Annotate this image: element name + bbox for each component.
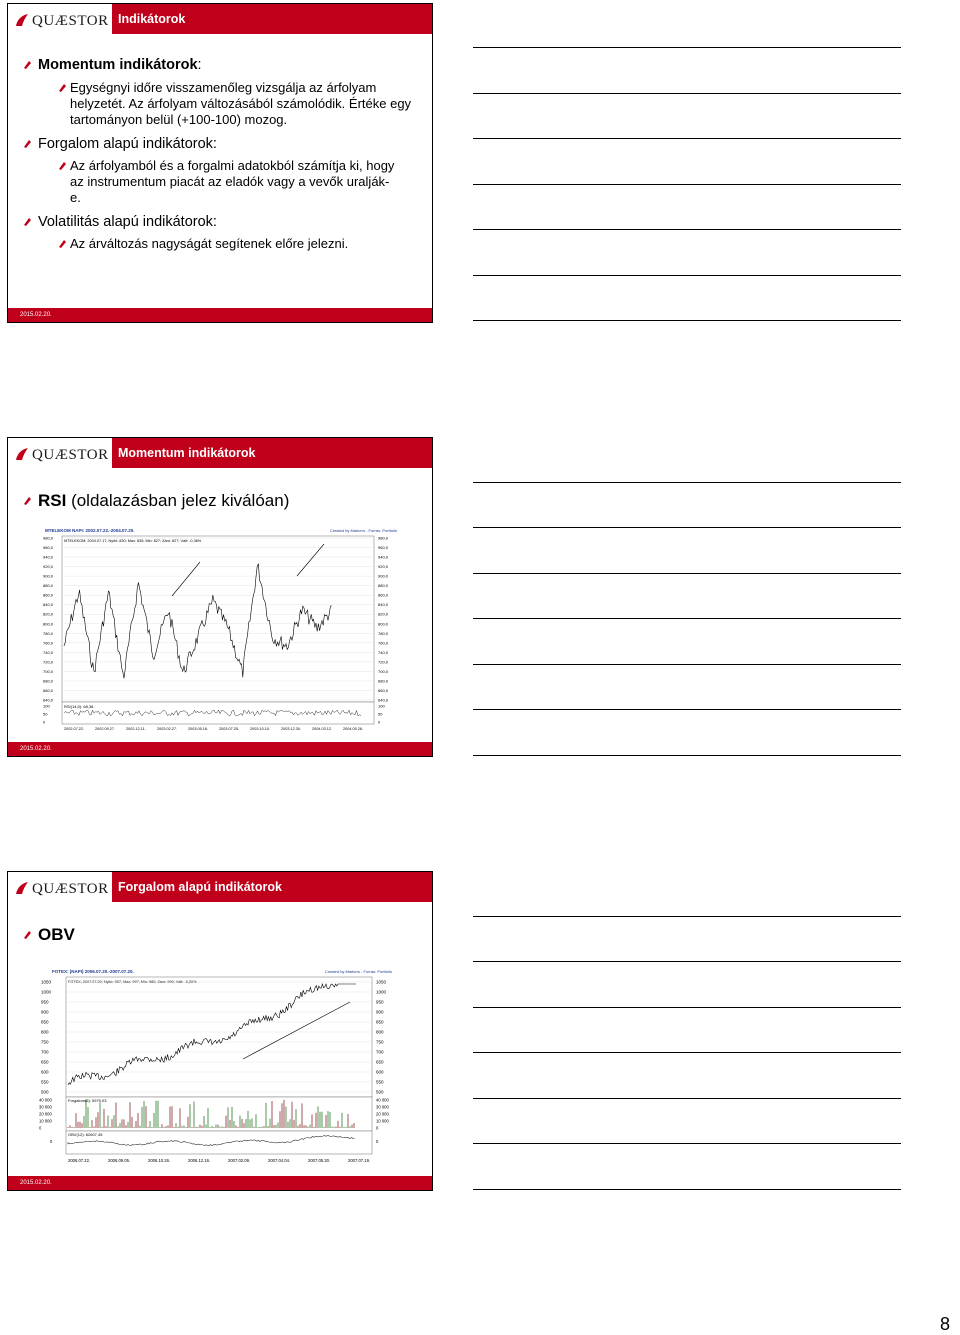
bullet-icon [22,139,31,148]
bullet-obv: OBV [38,925,75,945]
y-tick-label: 940,0 [378,554,389,560]
chart-legend: MTELEKOM; 2004.07.17; Nyitó: 830; Max: 835; Min: 827; Záró: 827; Vált: -0,36% [64,539,202,543]
rsi-tick-label: 50 [378,711,383,717]
volume-tick-label: 30 000 [39,1104,52,1110]
y-tick-label: 800,0 [378,621,389,627]
y-tick-label: 900 [376,1009,384,1015]
logo-mark-icon [15,13,29,27]
sub-bullet-icon [57,239,66,248]
y-tick-label: 840,0 [378,602,389,608]
slide-footer-date: 2015.02.20. [8,1176,432,1190]
y-tick-label: 820,0 [378,611,389,617]
logo-text: QUÆSTOR [32,13,109,29]
obv-tick-label: 0 [50,1139,53,1144]
volume-tick-label: 40 000 [39,1097,52,1103]
y-tick-label: 980,0 [378,535,389,541]
volume-tick-label: 40 000 [376,1097,389,1103]
quaestor-logo [12,444,109,468]
bullet-icon [22,60,31,69]
y-tick-label: 950 [41,999,49,1005]
y-tick-label: 820,0 [43,611,54,617]
x-tick-label: 2006.07.22. [68,1158,91,1163]
slide-title: Momentum indikátorok [112,438,432,468]
x-tick-label: 2002.07.22. [64,727,85,731]
y-tick-label: 960,0 [378,545,389,551]
y-tick-label: 900 [41,1009,49,1015]
bullet-momentum: Momentum indikátorok: [38,57,202,74]
quaestor-logo [12,10,109,34]
chart-legend: FOTEX; 2007.07.20; Nyitó: 997; Max: 997; Min: 980; Záró: 990; Vált: -0,20% [68,980,197,984]
slide-indikatorok [7,3,433,323]
obv-chart-image [38,966,404,1166]
slide-header [8,4,432,34]
slide-header [8,438,432,468]
y-tick-label: 920,0 [43,564,54,570]
y-tick-label: 700,0 [378,668,389,674]
x-tick-label: 2007.04.04. [268,1158,291,1163]
y-tick-label: 860,0 [378,592,389,598]
y-tick-label: 720,0 [378,659,389,665]
volume-tick-label: 0 [376,1125,379,1131]
slide-footer-date: 2015.02.20. [8,308,432,322]
x-tick-label: 2003.10.10. [250,727,271,731]
volume-tick-label: 0 [39,1125,42,1131]
y-tick-label: 500 [376,1089,384,1095]
obv-tick-label: 0 [376,1139,379,1144]
sub-bullet-icon [57,83,66,92]
volume-tick-label: 30 000 [376,1104,389,1110]
y-tick-label: 1000 [376,989,387,995]
bullet-volatilitas: Volatilitás alapú indikátorok: [38,214,217,231]
logo-mark-icon [15,447,29,461]
y-tick-label: 740,0 [378,649,389,655]
x-tick-label: 2006.12.16. [188,1158,211,1163]
logo-mark-icon [15,881,29,895]
volume-tick-label: 20 000 [376,1111,389,1117]
bullet-forgalom-text: Az árfolyamból és a forgalmi adatokból számítja ki, hogy az instrumentum piacát az eladók vagy a vevők uralják-e. [70,158,400,206]
y-tick-label: 640,0 [378,697,389,703]
x-tick-label: 2003.07.25. [219,727,240,731]
x-tick-label: 2004.05.26. [343,727,364,731]
y-tick-label: 950 [376,999,384,1005]
y-tick-label: 850 [41,1019,49,1025]
y-tick-label: 550 [41,1079,49,1085]
x-tick-label: 2003.05.16. [188,727,209,731]
y-tick-label: 760,0 [378,640,389,646]
price-panel [62,536,374,702]
x-tick-label: 2003.02.27. [157,727,178,731]
slide-forgalom-obv [7,871,433,1191]
y-tick-label: 680,0 [43,678,54,684]
y-tick-label: 660,0 [43,687,54,693]
quaestor-logo [12,878,109,902]
bullet-volatilitas-text: Az árváltozás nagyságát segítenek előre jelezni. [70,236,420,252]
x-tick-label: 2003.12.30. [281,727,302,731]
y-tick-label: 800 [41,1029,49,1035]
y-tick-label: 700 [41,1049,49,1055]
y-tick-label: 550 [376,1079,384,1085]
y-tick-label: 880,0 [43,583,54,589]
y-tick-label: 860,0 [43,592,54,598]
logo-text: QUÆSTOR [32,881,109,897]
x-tick-label: 2002.09.27. [95,727,116,731]
y-tick-label: 600 [41,1069,49,1075]
y-tick-label: 600 [376,1069,384,1075]
bullet-momentum-text: Egységnyi időre visszamenőleg vizsgálja az árfolyam helyzetét. Az árfolyam változásából számolódik. Értéke egy tartományon belül (+100-100) mozog. [70,80,415,128]
x-tick-label: 2004.03.12. [312,727,333,731]
x-tick-label: 2002.12.11. [126,727,146,731]
y-tick-label: 980,0 [43,535,54,541]
bullet-icon [22,930,31,939]
y-tick-label: 880,0 [378,583,389,589]
chart-source: Created by Markers - Forrás: Portfolió [329,528,397,533]
rsi-chart-image [42,526,404,732]
rsi-tick-label: 0 [43,719,46,725]
y-tick-label: 940,0 [43,554,54,560]
y-tick-label: 920,0 [378,564,389,570]
slide-footer-date: 2015.02.20. [8,742,432,756]
rsi-tick-label: 100 [378,703,385,709]
rsi-label: RSI(14,5): 68,38 [64,704,94,709]
bullet-icon [22,217,31,226]
rsi-tick-label: 0 [378,719,381,725]
y-tick-label: 800,0 [43,621,54,627]
sub-bullet-icon [57,161,66,170]
y-tick-label: 720,0 [43,659,54,665]
y-tick-label: 700,0 [43,668,54,674]
slide-momentum-rsi [7,437,433,757]
volume-tick-label: 10 000 [376,1118,389,1124]
y-tick-label: 1000 [41,989,52,995]
volume-label: Forgalom(5): 5979,03 [68,1098,107,1103]
x-tick-label: 2007.05.30. [308,1158,331,1163]
chart-source: Created by Markers - Forrás: Portfolió [324,969,392,974]
y-tick-label: 750 [41,1039,49,1045]
y-tick-label: 800 [376,1029,384,1035]
logo-text: QUÆSTOR [32,447,109,463]
y-tick-label: 680,0 [378,678,389,684]
bullet-forgalom: Forgalom alapú indikátorok: [38,136,217,153]
y-tick-label: 1050 [41,979,52,985]
chart-title: MTELEKOM NAPI: 2002.07.22.-2004.07.20. [45,528,135,533]
y-tick-label: 650 [376,1059,384,1065]
slide-title: Indikátorok [112,4,432,34]
x-tick-label: 2007.07.19. [348,1158,371,1163]
y-tick-label: 500 [41,1089,49,1095]
y-tick-label: 660,0 [378,687,389,693]
x-tick-label: 2006.09.05. [108,1158,131,1163]
rsi-tick-label: 50 [43,711,48,717]
chart-title: FOTEX: (NAPI) 2006.07.20.-2007.07.20. [52,969,134,974]
slide-title: Forgalom alapú indikátorok [112,872,432,902]
y-tick-label: 640,0 [43,697,54,703]
y-tick-label: 780,0 [378,630,389,636]
y-tick-label: 780,0 [43,630,54,636]
y-tick-label: 840,0 [43,602,54,608]
x-tick-label: 2007.02.09. [228,1158,251,1163]
y-tick-label: 1050 [376,979,387,985]
slide-header [8,872,432,902]
price-panel [66,977,372,1097]
x-tick-label: 2006.10.26. [148,1158,171,1163]
page-number: 8 [940,1314,951,1334]
y-tick-label: 740,0 [43,649,54,655]
y-tick-label: 900,0 [43,573,54,579]
y-tick-label: 850 [376,1019,384,1025]
y-tick-label: 700 [376,1049,384,1055]
rsi-tick-label: 100 [43,703,50,709]
obv-label: OBV(12): 62607,45 [68,1132,103,1137]
volume-tick-label: 10 000 [39,1118,52,1124]
y-tick-label: 750 [376,1039,384,1045]
bullet-rsi: RSI (oldalazásban jelez kiválóan) [38,491,289,511]
y-tick-label: 900,0 [378,573,389,579]
bullet-icon [22,496,31,505]
volume-tick-label: 20 000 [39,1111,52,1117]
y-tick-label: 650 [41,1059,49,1065]
y-tick-label: 760,0 [43,640,54,646]
y-tick-label: 960,0 [43,545,54,551]
